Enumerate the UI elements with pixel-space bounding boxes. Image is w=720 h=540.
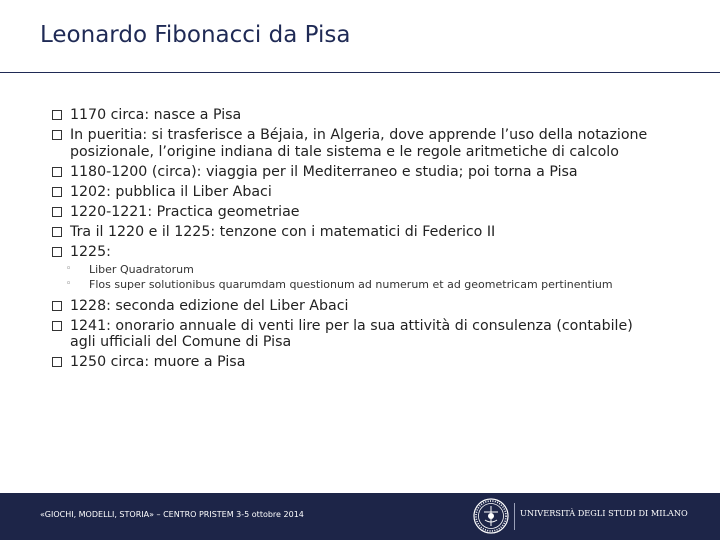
footer-text: «GIOCHI, MODELLI, STORIA» – CENTRO PRISTEM 3-5 ottobre 2014 — [40, 510, 304, 519]
bullet-text: 1180-1200 (circa): viaggia per il Mediterraneo e studia; poi torna a Pisa — [70, 163, 578, 180]
bullet-box-icon — [52, 130, 62, 140]
bullet-text: 1225: — [70, 243, 111, 260]
bullet-box-icon — [52, 301, 62, 311]
bullet-item — [52, 204, 662, 221]
university-name: UNIVERSITÀ DEGLI STUDI DI MILANO — [520, 508, 688, 518]
logo-divider — [514, 503, 515, 530]
bullet-text: 1202: pubblica il Liber Abaci — [70, 183, 272, 200]
sub-bullet-text: Liber Quadratorum — [89, 262, 194, 276]
bullet-box-icon — [52, 357, 62, 367]
bullet-box-icon — [52, 167, 62, 177]
bullet-box-icon — [52, 247, 62, 257]
sub-bullet-dot-icon: ◦ — [66, 279, 72, 289]
bullet-box-icon — [52, 187, 62, 197]
university-seal-icon — [472, 497, 510, 535]
bullet-item — [52, 127, 662, 160]
sub-bullet-dot-icon: ◦ — [66, 263, 72, 274]
bullet-text: 1241: onorario annuale di venti lire per la sua attività di consulenza (contabile) agli ufficiali del Comune di Pisa — [70, 317, 633, 350]
bullet-item — [52, 354, 662, 371]
bullet-text: In pueritia: si trasferisce a Béjaia, in Algeria, dove apprende l’uso della notazione posizionale, l’origine indiana di tale sistema e le regole aritmetiche di calcolo — [70, 127, 648, 160]
bullet-item — [52, 224, 662, 241]
bullet-item — [52, 318, 662, 351]
bullet-box-icon — [52, 227, 62, 237]
bullet-list — [52, 107, 662, 374]
bullet-box-icon — [52, 207, 62, 217]
bullet-box-icon — [52, 321, 62, 331]
bullet-text: 1250 circa: muore a Pisa — [70, 354, 246, 370]
bullet-item — [52, 107, 662, 124]
bullet-text: 1220-1221: Practica geometriae — [70, 203, 300, 220]
sub-bullet-item — [52, 262, 662, 278]
slide-title: Leonardo Fibonacci da Pisa — [40, 22, 351, 48]
footer-bar — [0, 493, 720, 540]
sub-bullet-item — [52, 277, 662, 293]
sub-bullet-list — [52, 262, 662, 293]
bullet-box-icon — [52, 110, 62, 120]
bullet-item — [52, 298, 662, 315]
bullet-text: 1228: seconda edizione del Liber Abaci — [70, 297, 349, 314]
bullet-item — [52, 184, 662, 201]
bullet-text: 1170 circa: nasce a Pisa — [70, 107, 242, 123]
title-divider — [0, 72, 720, 73]
bullet-item — [52, 164, 662, 181]
bullet-item — [52, 244, 662, 261]
bullet-text: Tra il 1220 e il 1225: tenzone con i matematici di Federico II — [70, 223, 496, 240]
sub-bullet-text: Flos super solutionibus quarumdam questionum ad numerum et ad geometricam pertinentium — [89, 278, 613, 291]
